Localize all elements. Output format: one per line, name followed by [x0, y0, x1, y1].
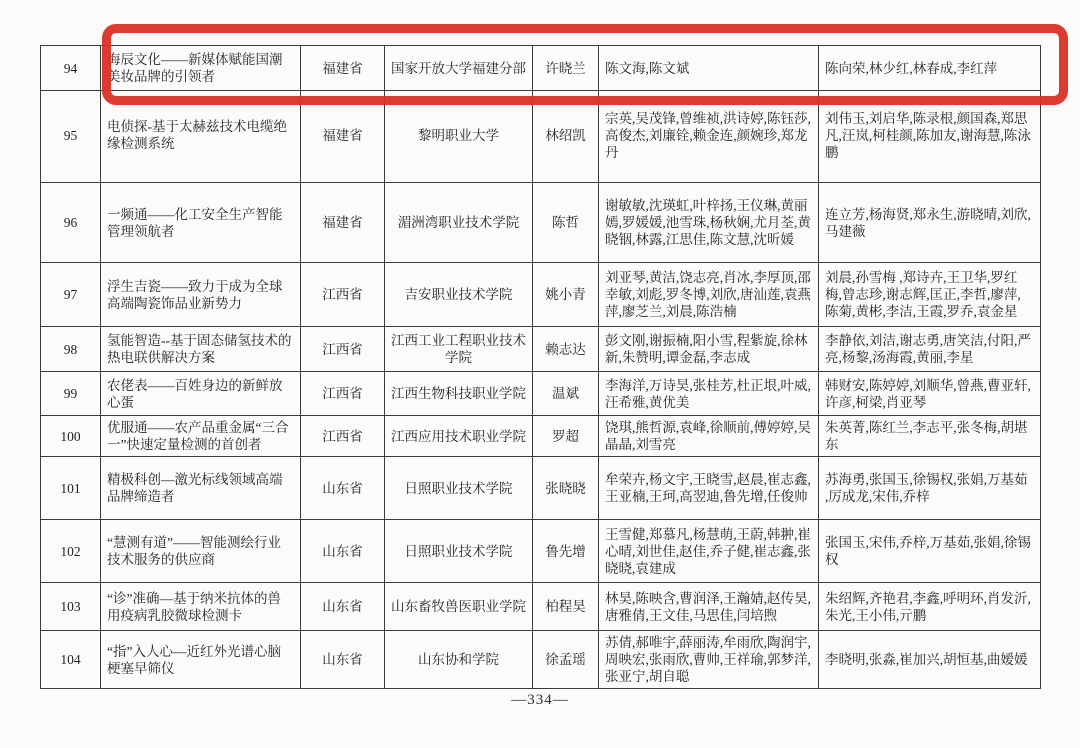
- cell-advisors: 刘晨,孙雪梅 ,郑诗卉,王卫华,罗红梅,曾志珍,谢志辉,匡正,李哲,廖萍,陈菊,黄彬,李洁,王霞,罗乔,袁金星: [819, 263, 1041, 327]
- cell-project: 海辰文化——新媒体赋能国潮美妆品牌的引领者: [101, 46, 301, 91]
- cell-number: 98: [41, 327, 101, 372]
- cell-number: 101: [41, 457, 101, 520]
- cell-leader: 温斌: [533, 372, 599, 416]
- cell-leader: 陈哲: [533, 183, 599, 263]
- cell-leader: 林绍凯: [533, 91, 599, 183]
- cell-members: 彭文刚,谢振楠,阳小雪,程紫旋,徐林新,朱赞明,谭金磊,李志成: [599, 327, 819, 372]
- cell-number: 99: [41, 372, 101, 416]
- cell-province: 山东省: [301, 583, 385, 631]
- cell-province: 江西省: [301, 416, 385, 457]
- cell-number: 103: [41, 583, 101, 631]
- cell-members: 谢敏敏,沈瑛虹,叶梓扬,王仪琳,黄丽嫣,罗媛媛,池雪珠,杨秋娴,尤月荃,黄晓铟,林露,江思佳,陈文慧,沈昕媛: [599, 183, 819, 263]
- cell-school: 湄洲湾职业技术学院: [385, 183, 533, 263]
- cell-project: 优服通——农产品重金属“三合一”快速定量检测的首创者: [101, 416, 301, 457]
- table-row: [41, 583, 1041, 631]
- cell-advisors: 苏海勇,张国玉,徐锡权,张娟,万基茹 ,厉成龙,宋伟,乔梓: [819, 457, 1041, 520]
- cell-members: 刘亚琴,黄洁,饶志亮,肖冰,李厚顶,邵幸敏,刘彪,罗冬博,刘欣,唐汕莲,袁燕萍,廖芝兰,刘晨,陈浩楠: [599, 263, 819, 327]
- cell-school: 江西应用技术职业学院: [385, 416, 533, 457]
- cell-advisors: 韩财安,陈婷婷,刘顺华,曾燕,曹亚轩,许彦,柯梁,肖亚琴: [819, 372, 1041, 416]
- cell-number: 102: [41, 520, 101, 583]
- table-row: [41, 416, 1041, 457]
- cell-advisors: 李晓明,张淼,崔加兴,胡恒基,曲嫒媛: [819, 631, 1041, 689]
- table-row: [41, 46, 1041, 91]
- cell-leader: 赖志达: [533, 327, 599, 372]
- cell-members: 苏倩,郝唯宇,薛丽涛,牟雨欣,陶润宇,周映宏,张雨欣,曹帅,王祥瑜,郭梦洋,张亚宁,胡自聪: [599, 631, 819, 689]
- cell-members: 饶琪,熊哲源,袁峰,徐顺前,傅婷婷,吴晶晶,刘雪亮: [599, 416, 819, 457]
- cell-province: 福建省: [301, 91, 385, 183]
- cell-province: 江西省: [301, 327, 385, 372]
- cell-advisors: 连立芳,杨海贤,郑永生,游晓晴,刘欣,马建薇: [819, 183, 1041, 263]
- cell-project: “诊”准确—基于纳米抗体的兽用疫病乳胶微球检测卡: [101, 583, 301, 631]
- cell-province: 江西省: [301, 263, 385, 327]
- cell-number: 96: [41, 183, 101, 263]
- cell-project: “慧测有道”——智能测绘行业技术服务的供应商: [101, 520, 301, 583]
- cell-project: 电侦探-基于太赫兹技术电缆绝缘检测系统: [101, 91, 301, 183]
- cell-number: 104: [41, 631, 101, 689]
- cell-advisors: 朱绍辉,齐艳君,李鑫,呼明环,肖发沂,朱光,王小伟,亓鹏: [819, 583, 1041, 631]
- cell-province: 江西省: [301, 372, 385, 416]
- cell-advisors: 张国玉,宋伟,乔梓,万基茹,张娟,徐锡权: [819, 520, 1041, 583]
- table-body: [41, 46, 1041, 689]
- cell-advisors: 陈向荣,林少红,林春成,李红萍: [819, 46, 1041, 91]
- table-row: [41, 263, 1041, 327]
- cell-number: 94: [41, 46, 101, 91]
- cell-school: 吉安职业技术学院: [385, 263, 533, 327]
- cell-members: 陈文海,陈文斌: [599, 46, 819, 91]
- cell-leader: 许晓兰: [533, 46, 599, 91]
- cell-school: 国家开放大学福建分部: [385, 46, 533, 91]
- cell-members: 宗英,吴茂锋,曾维祯,洪诗婷,陈钰莎,高俊杰,刘廉铨,赖金连,颜婉珍,郑龙丹: [599, 91, 819, 183]
- cell-project: 农佬表——百姓身边的新鲜放心蛋: [101, 372, 301, 416]
- cell-project: 氢能智造--基于固态储氢技术的热电联供解决方案: [101, 327, 301, 372]
- cell-school: 山东协和学院: [385, 631, 533, 689]
- cell-number: 97: [41, 263, 101, 327]
- cell-leader: 鲁先增: [533, 520, 599, 583]
- cell-school: 日照职业技术学院: [385, 457, 533, 520]
- cell-leader: 姚小青: [533, 263, 599, 327]
- cell-school: 黎明职业大学: [385, 91, 533, 183]
- table-row: [41, 91, 1041, 183]
- cell-province: 山东省: [301, 631, 385, 689]
- cell-province: 山东省: [301, 520, 385, 583]
- cell-province: 福建省: [301, 183, 385, 263]
- cell-school: 山东畜牧兽医职业学院: [385, 583, 533, 631]
- cell-number: 95: [41, 91, 101, 183]
- cell-leader: 柏程昊: [533, 583, 599, 631]
- cell-members: 王雪健,郑慕凡,杨慧萌,王蔚,韩翀,崔心晴,刘世佳,赵佳,乔子健,崔志鑫,张晓晓,袁建成: [599, 520, 819, 583]
- award-list-table: [40, 45, 1041, 689]
- table-row: [41, 327, 1041, 372]
- cell-project: 精极科创—激光标线领域高端品牌缔造者: [101, 457, 301, 520]
- cell-advisors: 朱英菁,陈红兰,李志平,张冬梅,胡堪东: [819, 416, 1041, 457]
- table-row: [41, 372, 1041, 416]
- cell-leader: 罗超: [533, 416, 599, 457]
- cell-members: 李海洋,万诗昊,张桂芳,杜正垠,叶威,汪希雅,黄优美: [599, 372, 819, 416]
- cell-school: 江西工业工程职业技术学院: [385, 327, 533, 372]
- cell-province: 山东省: [301, 457, 385, 520]
- table-row: [41, 631, 1041, 689]
- cell-number: 100: [41, 416, 101, 457]
- cell-advisors: 李静依,刘洁,谢志勇,唐笑洁,付阳,严亮,杨黎,汤海霞,黄丽,李星: [819, 327, 1041, 372]
- cell-leader: 张晓晓: [533, 457, 599, 520]
- page-number: —334—: [511, 692, 569, 708]
- cell-leader: 徐孟瑶: [533, 631, 599, 689]
- cell-project: “指”入人心—近红外光谱心脑梗塞早筛仪: [101, 631, 301, 689]
- cell-project: 一频通——化工安全生产智能管理领航者: [101, 183, 301, 263]
- cell-members: 林昊,陈映含,曹润泽,王瀚婧,赵传昊,唐雅倩,王文佳,马思佳,闫培煦: [599, 583, 819, 631]
- table-row: [41, 183, 1041, 263]
- cell-school: 日照职业技术学院: [385, 520, 533, 583]
- cell-school: 江西生物科技职业学院: [385, 372, 533, 416]
- cell-province: 福建省: [301, 46, 385, 91]
- table-row: [41, 520, 1041, 583]
- cell-project: 浮生吉瓷——致力于成为全球高端陶瓷饰品业新势力: [101, 263, 301, 327]
- cell-members: 牟荣卉,杨文宇,王晓雪,赵晨,崔志鑫,王亚楠,王珂,高翌迪,鲁先增,任俊帅: [599, 457, 819, 520]
- table-row: [41, 457, 1041, 520]
- cell-advisors: 刘伟玉,刘启华,陈录根,颜国森,郑思凡,汪岚,柯桂颜,陈加友,谢海慧,陈泳鹏: [819, 91, 1041, 183]
